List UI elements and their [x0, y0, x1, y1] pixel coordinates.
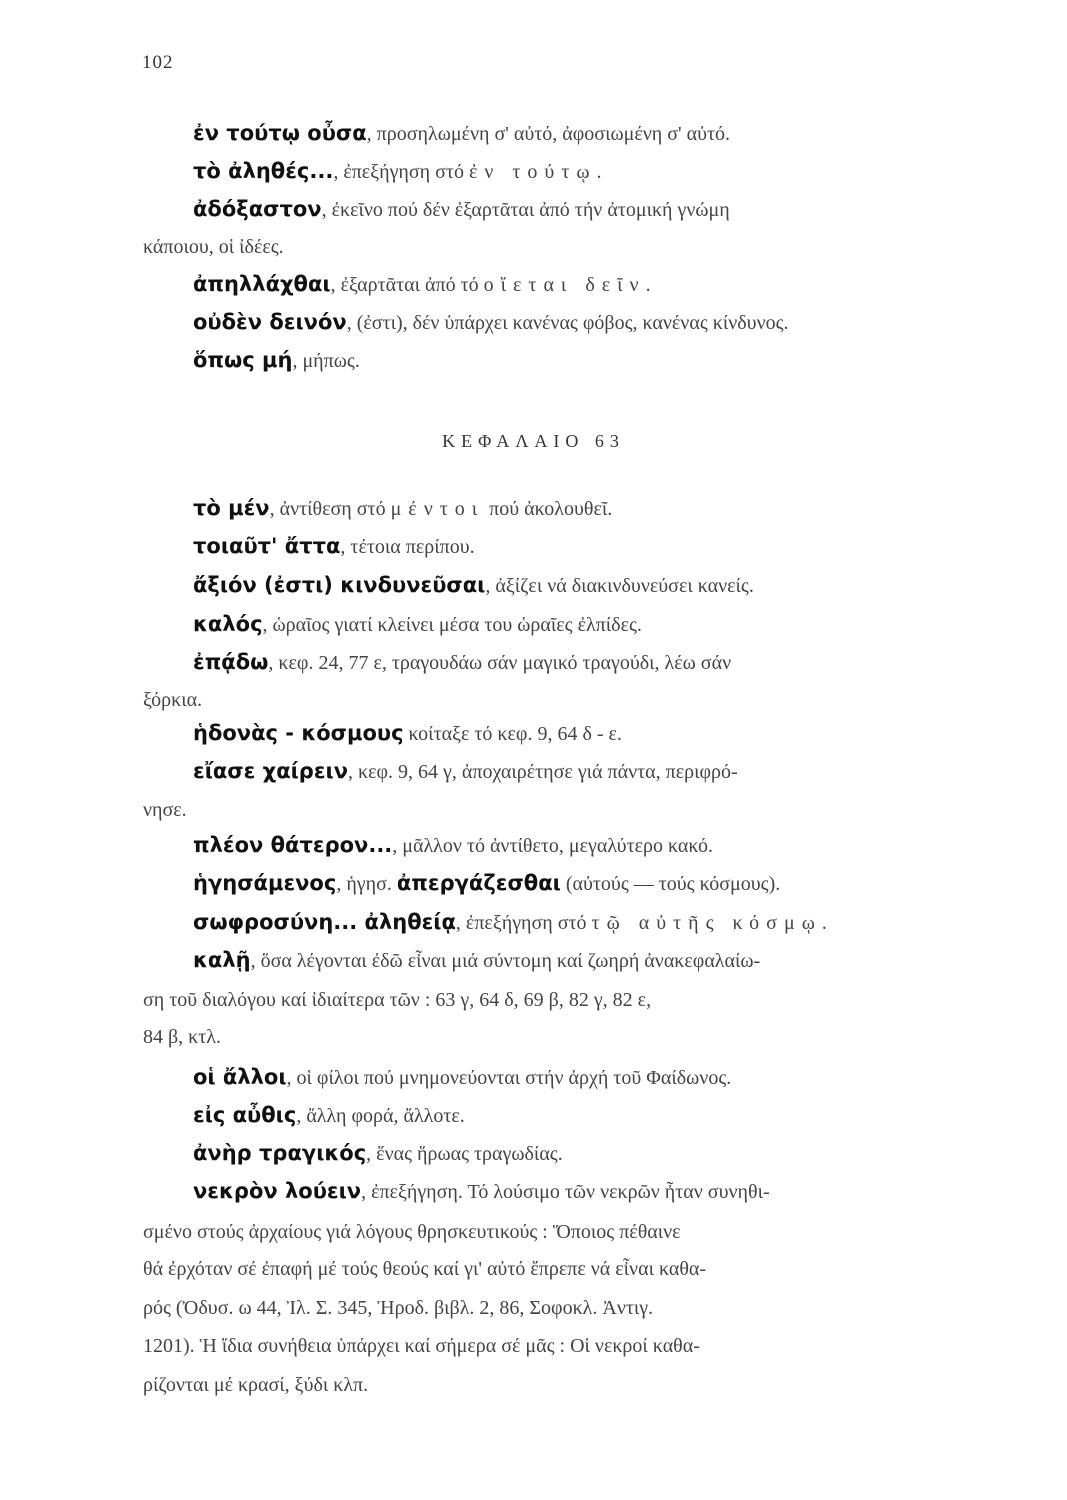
- glossary-gloss: , ἐπεξήγηση. Τό λούσιμο τῶν νεκρῶν ἦταν συνηθι-: [361, 1181, 770, 1203]
- glossary-line: [193, 572, 754, 599]
- glossary-term: ἄξιόν (ἐστι) κινδυνεῦσαι: [193, 573, 486, 597]
- glossary-gloss: σμένο στούς ἀρχαίους γιά λόγους θρησκευτικούς : Ὅποιος πέθαινε: [143, 1221, 681, 1243]
- glossary-line: [193, 870, 780, 897]
- glossary-gloss: , ὡραῖος γιατί κλείνει μέσα του ὡραῖες ἐλπίδες.: [262, 614, 642, 636]
- glossary-line: [143, 796, 187, 823]
- glossary-gloss: , ἐπεξήγηση στό: [455, 912, 592, 934]
- glossary-gloss: , κεφ. 9, 64 γ, ἀποχαιρέτησε γιά πάντα, περιφρό-: [348, 761, 738, 783]
- glossary-line: [193, 611, 642, 638]
- glossary-term: ὅπως μή: [193, 348, 293, 372]
- glossary-term: ἀνὴρ τραγικός: [193, 1141, 367, 1165]
- glossary-term: τοιαῦτ' ἄττα: [193, 534, 341, 558]
- glossary-gloss: κοίταξε τό κεφ. 9, 64 δ - ε.: [403, 723, 622, 745]
- glossary-line: [143, 686, 202, 713]
- glossary-line: [193, 720, 622, 747]
- glossary-gloss: , τέτοια περίπου.: [340, 536, 475, 558]
- glossary-term: ἐπᾴδω: [193, 650, 269, 674]
- chapter-heading: ΚΕΦΑΛΑΙΟ 63: [442, 431, 625, 451]
- glossary-gloss: , ἐξαρτᾶται ἀπό τό: [330, 274, 484, 296]
- glossary-line: [193, 1102, 465, 1129]
- glossary-gloss: , προσηλωμένη σ' αὐτό, ἀφοσιωμένη σ' αὐτό.: [366, 123, 731, 145]
- glossary-line: [143, 233, 284, 260]
- glossary-line: [143, 1294, 653, 1321]
- glossary-gloss: , ἡγησ.: [336, 873, 397, 895]
- glossary-gloss: , κεφ. 24, 77 ε, τραγουδάω σάν μαγικό τραγούδι, λέω σάν: [268, 652, 732, 674]
- glossary-term: εἰς αὖθις: [193, 1103, 297, 1127]
- spaced-quotation: τῷ αὐτῆς κόσμῳ: [591, 912, 822, 934]
- glossary-line: [143, 1371, 368, 1398]
- glossary-line: [193, 495, 612, 522]
- glossary-gloss: ση τοῦ διαλόγου καί ἰδιαίτερα τῶν : 63 γ, 64 δ, 69 β, 82 γ, 82 ε,: [143, 989, 652, 1011]
- glossary-gloss: , ἀντίθεση στό: [269, 498, 391, 520]
- glossary-gloss: , ἕνας ἥρωας τραγωδίας.: [366, 1143, 563, 1165]
- glossary-term-secondary: ἀπεργάζεσθαι: [396, 871, 561, 895]
- glossary-term: εἴασε χαίρειν: [193, 759, 349, 783]
- glossary-gloss-tail: .: [821, 912, 827, 934]
- glossary-gloss: , ἄλλη φορά, ἄλλοτε.: [296, 1105, 465, 1127]
- glossary-gloss: , ἀξίζει νά διακινδυνεύσει κανείς.: [485, 575, 754, 597]
- glossary-term: ἀπηλλάχθαι: [193, 272, 331, 296]
- glossary-line: [193, 271, 651, 298]
- glossary-line: [193, 1064, 731, 1091]
- glossary-term: καλῇ: [193, 948, 251, 972]
- glossary-gloss-tail: πού ἀκολουθεῖ.: [484, 498, 613, 520]
- glossary-line: [193, 758, 738, 785]
- glossary-gloss: νησε.: [143, 799, 187, 821]
- glossary-gloss: , μᾶλλον τό ἀντίθετο, μεγαλύτερο κακό.: [392, 835, 714, 857]
- glossary-line: [193, 1140, 563, 1167]
- glossary-line: [143, 986, 651, 1013]
- glossary-term: τὸ μέν: [193, 496, 270, 520]
- glossary-line: [193, 347, 360, 374]
- glossary-line: [193, 158, 602, 185]
- spaced-quotation: οἴεται δεῖν: [483, 274, 646, 296]
- glossary-gloss: , ἐπεξήγηση στό: [333, 161, 469, 183]
- glossary-line: [193, 1178, 770, 1205]
- glossary-line: [143, 1255, 706, 1282]
- glossary-gloss-tail: .: [596, 161, 602, 183]
- glossary-gloss: ρίζονται μέ κρασί, ξύδι κλπ.: [143, 1374, 369, 1396]
- glossary-gloss: , οἱ φίλοι πού μνημονεύονται στήν ἀρχή τοῦ Φαίδωνος.: [286, 1067, 732, 1089]
- glossary-line: [143, 1218, 681, 1245]
- glossary-term: πλέον θάτερον...: [193, 833, 393, 857]
- glossary-term: οὐδὲν δεινόν: [193, 310, 347, 334]
- glossary-term: οἱ ἄλλοι: [193, 1065, 287, 1089]
- glossary-line: [193, 909, 827, 936]
- glossary-gloss: 84 β, κτλ.: [143, 1026, 221, 1048]
- glossary-gloss: , ἐκεῖνο πού δέν ἐξαρτᾶται ἀπό τήν ἀτομική γνώμη: [321, 199, 730, 221]
- glossary-term: ἀδόξαστον: [193, 197, 322, 221]
- glossary-gloss: , ὅσα λέγονται ἐδῶ εἶναι μιά σύντομη καί ζωηρή ἀνακεφαλαίω-: [250, 950, 761, 972]
- glossary-gloss: , μήπως.: [292, 350, 360, 372]
- page-number: 102: [142, 52, 174, 73]
- glossary-term: τὸ ἀληθές...: [193, 159, 334, 183]
- glossary-gloss: κάποιου, οἱ ἰδέες.: [143, 236, 284, 258]
- glossary-term: νεκρὸν λούειν: [193, 1179, 362, 1203]
- spaced-quotation: μέντοι: [390, 498, 485, 520]
- glossary-line: [193, 832, 713, 859]
- glossary-gloss-tail: .: [645, 274, 651, 296]
- glossary-term: ἐν τούτῳ οὖσα: [193, 121, 367, 145]
- glossary-line: [193, 947, 760, 974]
- glossary-gloss-tail: (αὐτούς — τούς κόσμους).: [560, 873, 781, 895]
- glossary-gloss: 1201). Ἡ ἴδια συνήθεια ὑπάρχει καί σήμερα σέ μᾶς : Οἱ νεκροί καθα-: [143, 1335, 700, 1357]
- glossary-gloss: θά ἐρχόταν σέ ἐπαφή μέ τούς θεούς καί γι' αὐτό ἔπρεπε νά εἶναι καθα-: [143, 1258, 707, 1280]
- glossary-term: ἡγησάμενος: [193, 871, 337, 895]
- glossary-gloss: ρός (Ὀδυσ. ω 44, Ἰλ. Σ. 345, Ἡροδ. βιβλ. 2, 86, Σοφοκλ. Ἀντιγ.: [143, 1297, 654, 1319]
- glossary-line: [193, 649, 731, 676]
- spaced-quotation: ἐν τούτῳ: [468, 161, 597, 183]
- glossary-term: καλός: [193, 612, 263, 636]
- glossary-line: [193, 120, 730, 147]
- glossary-line: [143, 1023, 221, 1050]
- glossary-line: [193, 309, 789, 336]
- glossary-line: [193, 533, 475, 560]
- glossary-line: [143, 1332, 700, 1359]
- glossary-gloss: ξόρκια.: [143, 689, 203, 711]
- glossary-term: ἡδονὰς - κόσμους: [193, 721, 404, 745]
- glossary-term: σωφροσύνη... ἀληθείᾳ: [193, 910, 456, 934]
- glossary-line: [193, 196, 730, 223]
- glossary-gloss: , (ἐστι), δέν ὑπάρχει κανένας φόβος, κανένας κίνδυνος.: [346, 312, 789, 334]
